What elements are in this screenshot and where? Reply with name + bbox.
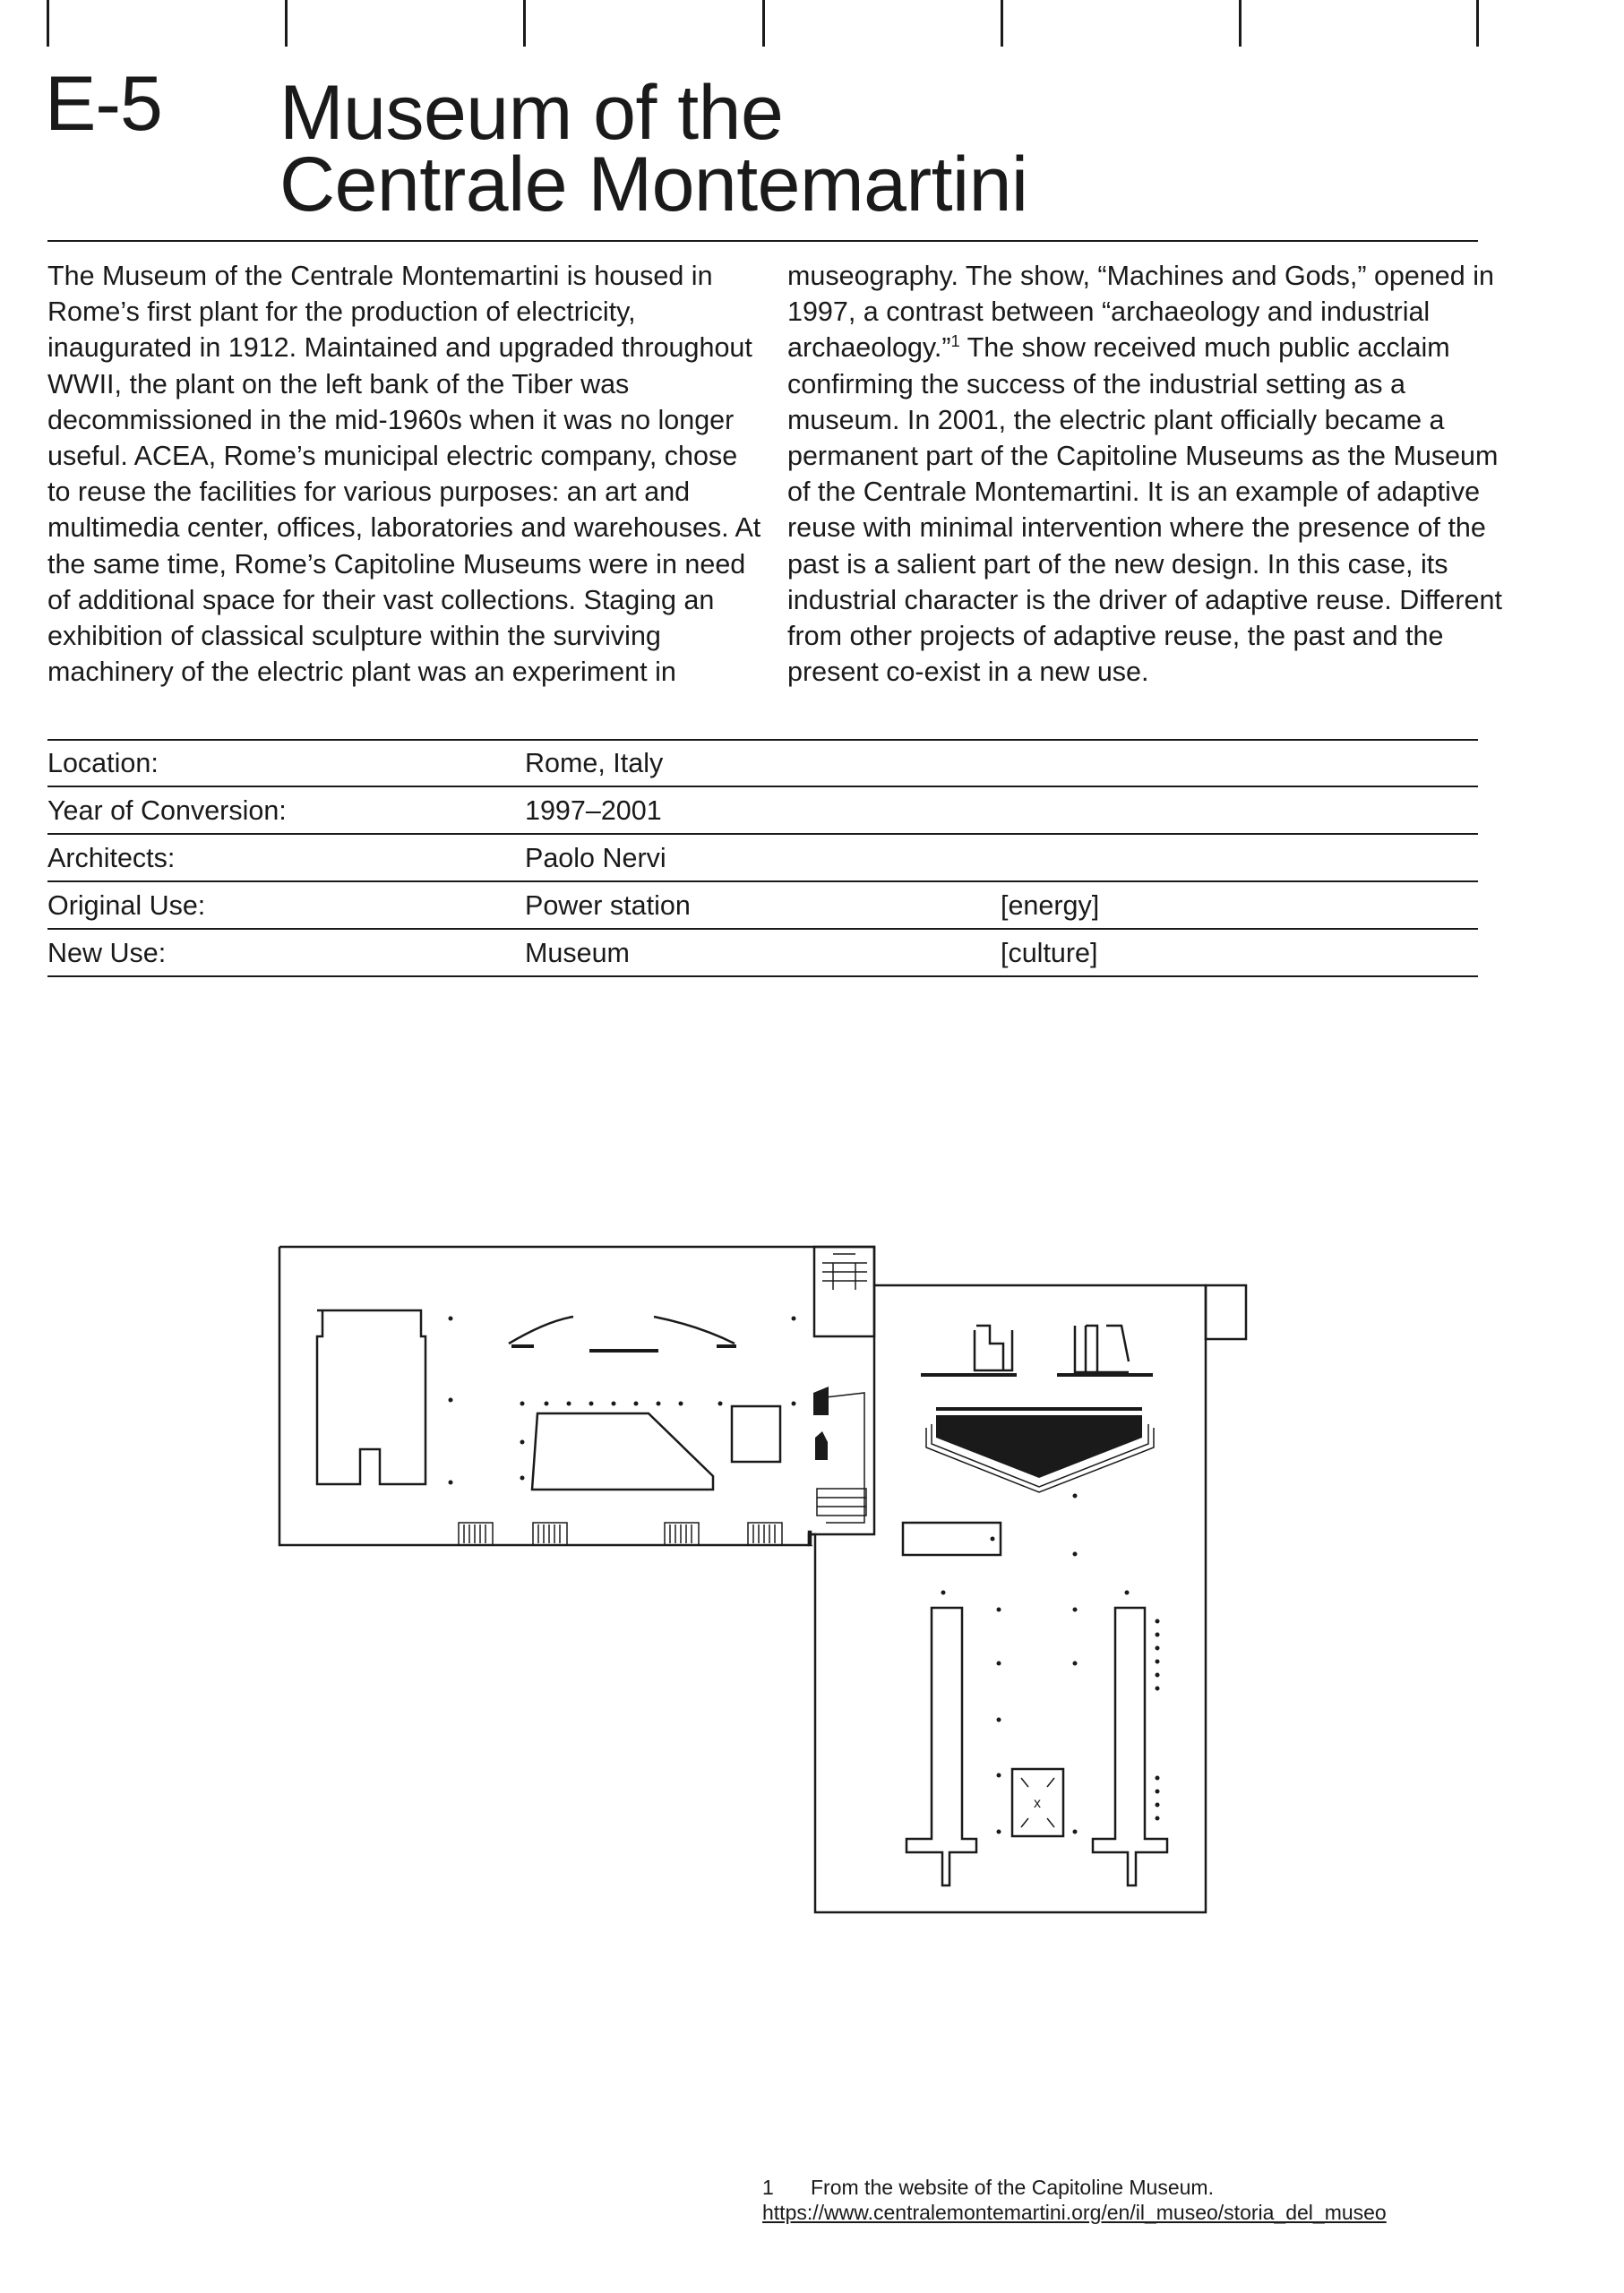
footnote-link[interactable]: https://www.centralemontemartini.org/en/il_museo/storia_del_museo bbox=[762, 2201, 1387, 2224]
stair-block bbox=[814, 1247, 874, 1336]
side-annex bbox=[1206, 1285, 1246, 1339]
title-line-1: Museum of the bbox=[279, 70, 784, 156]
footnote-number: 1 bbox=[762, 2176, 774, 2199]
fact-value: 1997–2001 bbox=[525, 795, 662, 826]
machine-2 bbox=[1075, 1326, 1129, 1372]
display-case bbox=[532, 1413, 713, 1490]
facts-table bbox=[47, 740, 1478, 977]
body-text: The show received much public acclaim confirming the success of the industrial setting as a museum. In 2001, the electric plant officially became a permanent part of the Capitoline Museums as the Museum of the Centrale Montemartini. It is an example of adaptive reuse with minimal intervention where the presence of the past is a salient part of the new design. In this case, its industrial character is the driver of adaptive reuse. Different from other projects of adaptive reuse, the past and the present co-exist in a new use. bbox=[787, 332, 1502, 688]
machine-1 bbox=[975, 1326, 1012, 1370]
tick-mark bbox=[285, 0, 288, 47]
plan-x-mark: x bbox=[1034, 1796, 1041, 1811]
fact-label: Location: bbox=[47, 748, 159, 778]
fact-label: New Use: bbox=[47, 938, 167, 968]
fact-value: Museum bbox=[525, 938, 630, 968]
pedestal bbox=[732, 1406, 780, 1462]
turbine-shape bbox=[936, 1415, 1142, 1478]
fact-row-location bbox=[47, 740, 1478, 787]
fact-row-year bbox=[47, 787, 1478, 835]
body-text: museography. The show, “Machines and Gods,” opened in 1997, a contrast between “archaeology and industrial archaeology.” bbox=[787, 261, 1494, 364]
arc-right bbox=[654, 1317, 735, 1344]
bench bbox=[903, 1523, 1001, 1555]
footnote-line bbox=[762, 2175, 1387, 2200]
fact-label: Original Use: bbox=[47, 890, 206, 921]
fact-label: Architects: bbox=[47, 843, 176, 873]
fact-value: Power station bbox=[525, 890, 691, 921]
body-column-left bbox=[47, 258, 764, 690]
body-column-right bbox=[787, 258, 1504, 690]
footnote bbox=[762, 2175, 1387, 2225]
fact-tag: [energy] bbox=[1001, 890, 1100, 921]
tick-mark bbox=[1476, 0, 1479, 47]
west-hall-shape bbox=[317, 1310, 425, 1484]
tick-mark bbox=[1001, 0, 1003, 47]
floor-plan bbox=[269, 1236, 1263, 1935]
tick-mark bbox=[523, 0, 526, 47]
fact-label: Year of Conversion: bbox=[47, 795, 287, 826]
tick-mark bbox=[1239, 0, 1242, 47]
tick-mark bbox=[762, 0, 765, 47]
column-dots bbox=[449, 1317, 1160, 1834]
fact-row-architects bbox=[47, 835, 1478, 882]
tick-mark bbox=[47, 0, 49, 47]
arc-left bbox=[509, 1317, 573, 1344]
body-paragraph-left: The Museum of the Centrale Montemartini is housed in Rome’s first plant for the production of electricity, inaugurated in 1912. Maintained and upgraded throughout WWII, the plant on the left bank of the Tiber was decommissioned in the mid-1960s when it was no longer useful. ACEA, Rome’s municipal electric company, chose to reuse the facilities for various purposes: an art and multimedia center, offices, laboratories and warehouses. At the same time, Rome’s Capitoline Museums were in need of additional space for their vast collections. Staging an exhibition of classical sculpture within the surviving machinery of the electric plant was an experiment in bbox=[47, 261, 761, 688]
building-outline bbox=[279, 1247, 1206, 1912]
column-left bbox=[907, 1608, 976, 1885]
body-paragraph-right bbox=[787, 258, 1504, 690]
footnote-reference: 1 bbox=[950, 331, 960, 351]
project-code: E-5 bbox=[45, 61, 162, 147]
footnote-text: From the website of the Capitoline Museum. bbox=[811, 2176, 1214, 2199]
fact-value: Paolo Nervi bbox=[525, 843, 666, 873]
fact-row-new-use bbox=[47, 930, 1478, 977]
fact-row-original-use bbox=[47, 882, 1478, 930]
fact-value: Rome, Italy bbox=[525, 748, 664, 778]
building-outline-main bbox=[279, 1247, 874, 1545]
title-rule bbox=[47, 240, 1478, 242]
fact-tag: [culture] bbox=[1001, 938, 1098, 968]
page-title bbox=[279, 70, 1444, 228]
page-tick-marks bbox=[0, 0, 1624, 54]
title-line-2: Centrale Montemartini bbox=[279, 142, 1028, 228]
